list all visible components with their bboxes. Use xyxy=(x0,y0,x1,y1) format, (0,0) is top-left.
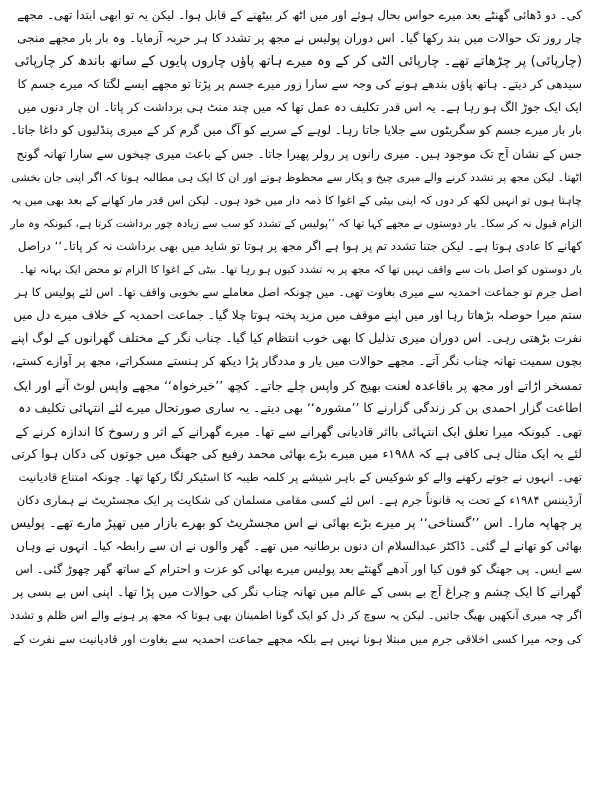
urdu-text-body xyxy=(8,4,582,651)
text-line: تھی۔ کیونکہ میرا تعلق ایک انتہائی بااثر قادیانی گھرانے سے تھا۔ میرے گھرانے کے اثر و رسوخ کا اندازہ کرنے کے xyxy=(15,423,582,439)
text-line: سے ایس۔ پی جھنگ کو فون کیا اور آدھے گھنٹے بعد پولیس میرے بھائی کو عزت و احترام کے ساتھ گھر چھوڑ گئی۔ اس xyxy=(15,562,582,577)
text-line: لئے یہ ایک مثال ہی کافی ہے کہ ۱۹۸۸ء میں میرے بڑے بھائی محمد رفیع کی جھنگ میں جوتوں کی دکان ہوا کرتی xyxy=(11,446,582,461)
text-line: جس کے نشان آج تک موجود ہیں۔ میری رانوں پر رولر پھیرا جاتا۔ جس کے باعث میری چیخوں سے سارا تھانہ گونج xyxy=(16,146,582,161)
text-line: اصل جرم تو جماعت احمدیہ سے میری بغاوت تھی۔ میں چونکہ اصل معاملے سے بخوبی واقف تھا۔ اس لئے پولیس کا ہر xyxy=(14,285,582,300)
text-line: یار دوستوں کو اصل بات سے واقف نہیں تھا کہ مجھ پر یہ تشدد کیوں ہو رہا تھا۔ بیٹی کے اغوا کا الزام تو محض ایک بہانہ تھا۔ xyxy=(18,263,582,277)
text-line: کی وجہ میرا کسی اخلاقی جرم میں مبتلا ہونا نہیں ہے بلکہ مجھے جماعت احمدیہ سے بغاوت اور قادیانیت سے نفرت کے xyxy=(13,631,582,646)
text-line: (چارپائی) پر چڑھاتے تھے۔ چارپائی الٹی کر کے وہ میرے ہاتھ پاؤں چاروں پایوں کے ساتھ باندھ کر چارپائی xyxy=(14,54,582,70)
text-line: بھائی کو تھانے لے گئی۔ ڈاکٹر عبدالسلام ان دنوں برطانیہ میں تھے۔ گھر والوں نے ان سے رابطہ کیا۔ انہوں نے وہاں xyxy=(16,539,582,554)
text-line: تمسخر اڑاتے اور مجھ پر باقاعدہ لعنت بھیج کر واپس چلے جاتے۔ کچھ ’’خیرخواہ‘‘ مجھے واپس لوٹ آنے اور ایک xyxy=(13,377,582,393)
text-line: اگر چہ میری آنکھیں بھیگ جاتیں۔ لیکن یہ سوچ کر دل کو ایک گونا اطمینان بھی ہوتا کہ مجھ پر ہونے والے اس ظلم و تشدد xyxy=(10,609,582,623)
text-line: آرڈیننس ۱۹۸۴ء کے تحت یہ قانوناً جرم ہے۔ اس لئے کسی مقامی مسلمان کی شکایت پر ایک مجسٹریٹ نے ہماری دکان xyxy=(16,492,582,507)
text-line: پر چھاپہ مارا۔ اس ’’گستاخی‘‘ پر میرے بڑے بھائی نے اس مجسٹریٹ کو بھرے بازار میں تھپڑ مارے تھے۔ پولیس xyxy=(10,516,582,532)
text-line: ستم میرا حوصلہ بڑھاتا رہا اور میں اپنے موقف میں مزید پختہ ہوتا چلا گیا۔ جماعت احمدیہ کے خلاف میرے دل میں xyxy=(13,308,582,323)
text-line: کی۔ دو ڈھائی گھنٹے بعد میرے حواس بحال ہوئے اور میں اٹھ کر بیٹھنے کے قابل ہوا۔ لیکن یہ تو ابھی ابتدا تھی۔ مجھے xyxy=(17,8,582,22)
text-line: کھانے کا عادی ہوتا ہے۔ لیکن جتنا تشدد تم پر ہوا ہے اگر مجھ پر ہوتا تو شاید میں بھی برداشت نہ کر پاتا۔‘‘ دراصل xyxy=(17,238,582,253)
text-line: تھی۔ انہوں نے جوتے رکھنے والے کو شوکیس کے باہر شیشے پر کلمہ طیبہ کا اسٹیکر لگا رکھا تھا۔ چونکہ امتناع قادیانیت xyxy=(18,469,582,484)
text-line: سیدھی کر دیتے۔ ہاتھ پاؤں بندھے ہونے کی وجہ سے سارا زور میرے جسم پر پڑتا تو مجھے ایسے لگتا کہ میرے جسم کا xyxy=(17,77,582,92)
text-line: چار روز تک حوالات میں بند رکھا گیا۔ اس دوران پولیس نے مجھ پر تشدد کا ہر حربہ آزمایا۔ وہ بار بار مجھے منجی xyxy=(17,31,582,46)
text-line: چاہتا ہوں تو انہیں لکھ کر دوں کہ اپنی بیٹی کے اغوا کا ذمہ دار میں خود ہوں۔ لیکن اس قدر مار کھانے کے بعد بھی میں یہ xyxy=(11,193,582,207)
text-line: اطاعت گزار احمدی بن کر زندگی گزارنے کا ’’مشورہ‘‘ بھی دیتے۔ یہ ساری صورتحال میرے لئے انتہائی تکلیف دہ xyxy=(18,400,582,415)
text-line: اٹھتا۔ لیکن مجھ پر تشدد کرنے والے میری چیخ و پکار سے محظوظ ہوتے اور ان کا ایک ہی مطالبہ ہوتا کہ اگر اپنی جان بخشی xyxy=(11,170,582,184)
text-line: ایک ایک جوڑ الگ ہو رہا ہے۔ یہ اس قدر تکلیف دہ عمل تھا کہ میں چند منٹ ہی برداشت کر پاتا۔ ان چار دنوں میں xyxy=(17,100,582,115)
text-line: بچوں سمیت تھانہ چناب نگر آتے۔ مجھے حوالات میں یار و مددگار پڑا دیکھ کر ہنستے مسکراتے، مجھ پر آوازے کستے، xyxy=(11,354,582,369)
text-line: گھرانے کا ایک چشم و چراغ آج بے بسی کے عالم میں تھانہ چناب نگر کی حوالات میں پڑا تھا۔ اپنی اس بے بسی پر xyxy=(13,585,582,600)
text-line: بار بار میرے جسم کو سگریٹوں سے جلایا جاتا رہا۔ لوہے کے سریے کو آگ میں گرم کر کے میری پنڈلیوں کو داغا جاتا۔ xyxy=(10,123,582,138)
text-line: الزام قبول نہ کر سکا۔ یار دوستوں نے مجھے کہا تھا کہ ’’پولیس کے تشدد کو سب سے زیادہ چور برداشت کرتا ہے، کیونکہ وہ مار xyxy=(10,216,582,230)
text-line: نفرت بڑھتی رہی۔ اس دوران میری تذلیل کا بھی خوب انتظام کیا گیا۔ چناب نگر کے مختلف گھرانوں کے لوگ اپنے xyxy=(10,331,582,346)
